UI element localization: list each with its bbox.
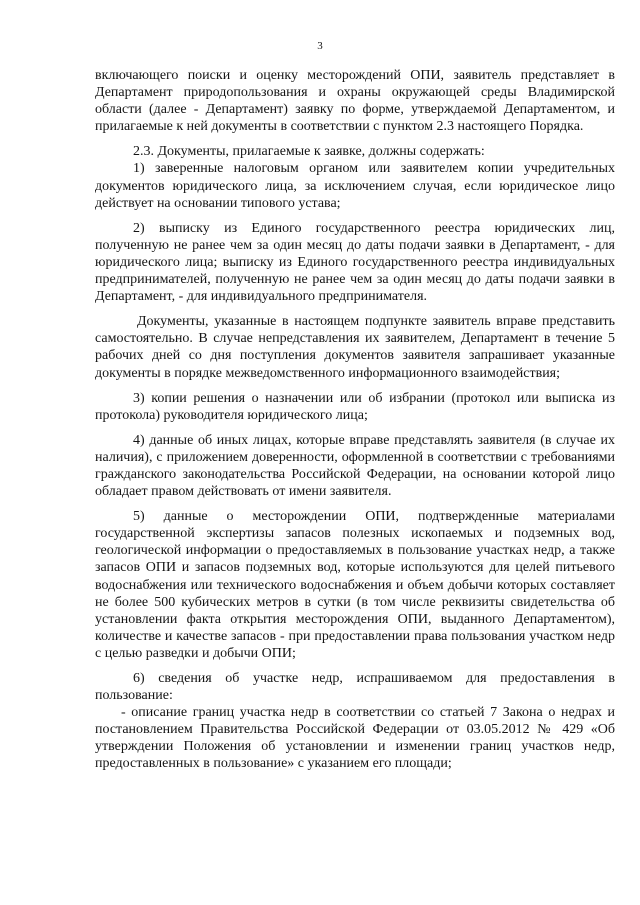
list-item-2: 2) выписку из Единого государственного реестра юридических лиц, полученную не ранее чем за один месяц до даты подачи заявки в Департамент, - для юридического лица; выписку из Единого государственного реестра индивидуальных предпринимателей, полученную не ранее чем за один месяц до даты подачи заявки в Департамент, - для индивидуального предпринимателя. bbox=[95, 220, 615, 305]
document-body bbox=[95, 67, 615, 773]
paragraph-intro: включающего поиски и оценку месторождений ОПИ, заявитель представляет в Департамент природопользования и охраны окружающей среды Владимирской области (далее - Департамент) заявку по форме, утверждаемой Департаментом, и прилагаемые к ней документы в соответствии с пунктом 2.3 настоящего Порядка. bbox=[95, 68, 615, 135]
list-item-5: 5) данные о месторождении ОПИ, подтвержденные материалами государственной экспертизы запасов полезных ископаемых и подземных вод, геологической информации о предоставляемых в пользование участках недр, а также запасов ОПИ и запасов подземных вод, которые используются для целей питьевого водоснабжения или технического водоснабжения и объем добычи которых составляет не более 500 кубических метров в сутки (в том числе реквизиты свидетельства об установлении факта открытия месторождения ОПИ, выданного Департаментом), количестве и качестве запасов - при предоставлении права пользования участком недр с целью разведки и добычи ОПИ; bbox=[95, 509, 615, 661]
list-item-3: 3) копии решения о назначении или об избрании (протокол или выписка из протокола) руководителя юридического лица; bbox=[95, 390, 615, 423]
list-item-4: 4) данные об иных лицах, которые вправе представлять заявителя (в случае их наличия), с приложением доверенности, оформленной в соответствии с требованиями гражданского законодательства Российской Федерации, на основании которой лицо обладает правом действовать от имени заявителя. bbox=[95, 432, 615, 500]
sub-item-boundaries: - описание границ участка недр в соответствии со статьей 7 Закона о недрах и постановлением Правительства Российской Федерации от 03.05.2012 № 429 «Об утверждении Положения об установлении и изменении границ участков недр, предоставленных в пользование» с указанием его площади; bbox=[95, 705, 615, 772]
section-heading-2-3: 2.3. Документы, прилагаемые к заявке, должны содержать: bbox=[133, 144, 485, 160]
list-item-1: 1) заверенные налоговым органом или заявителем копии учредительных документов юридического лица, за исключением случая, если юридическое лицо действует на основании типового устава; bbox=[95, 161, 615, 211]
page-number: 3 bbox=[317, 40, 323, 52]
paragraph-documents-note: Документы, указанные в настоящем подпункте заявитель вправе представить самостоятельно. В случае непредставления их заявителем, Департамент в течение 5 рабочих дней со дня поступления документов заявителя запрашивает указанные документы в порядке межведомственного информационного взаимодействия; bbox=[95, 314, 615, 381]
list-item-6: 6) сведения об участке недр, испрашиваемом для предоставления в пользование: bbox=[95, 671, 615, 704]
